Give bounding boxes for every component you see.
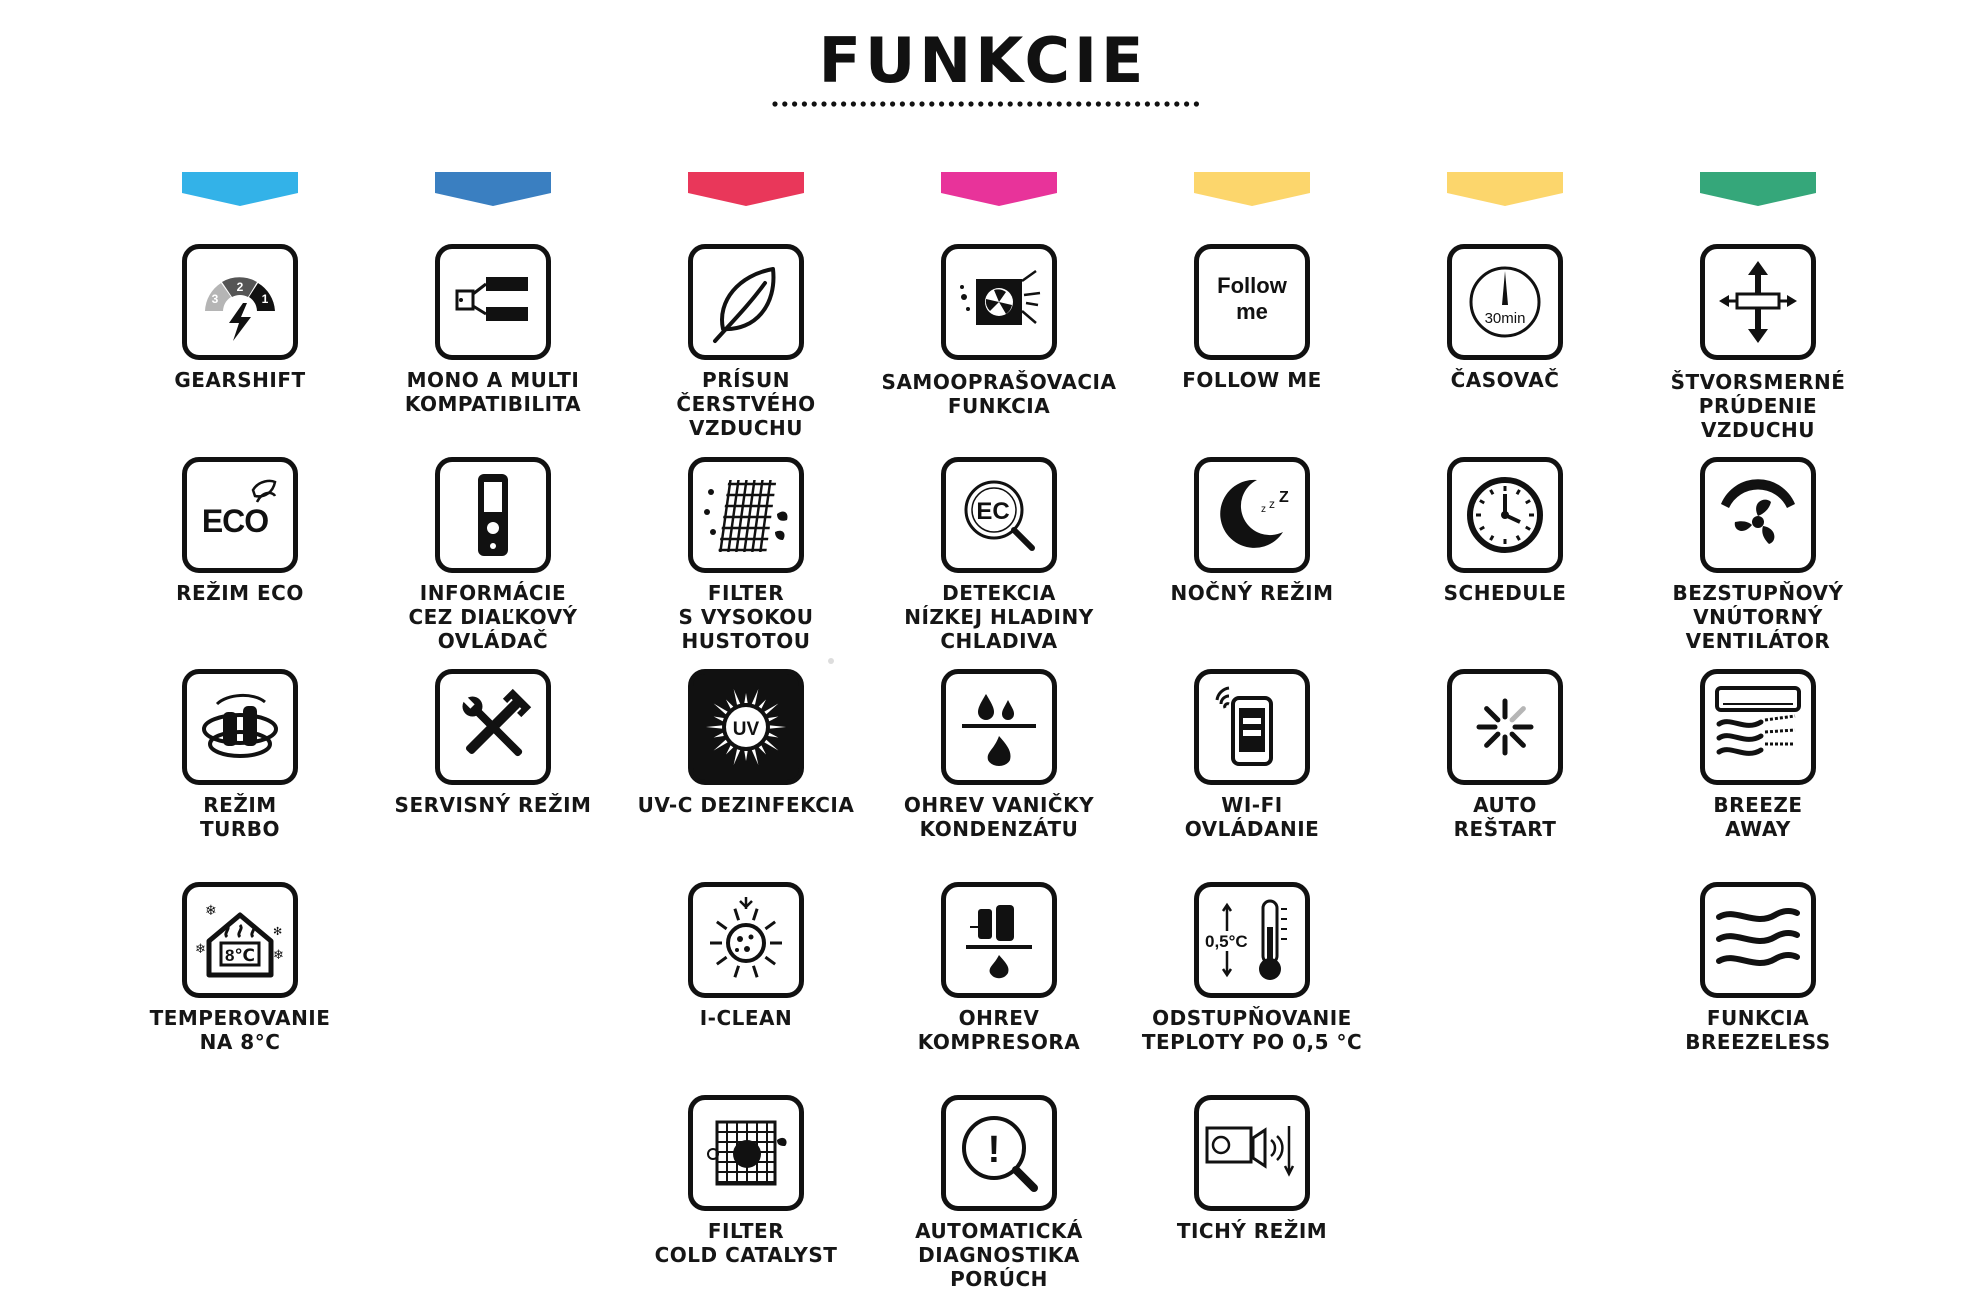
feature-label: MONO A MULTI KOMPATIBILITA: [404, 368, 582, 416]
house-8c-icon: [182, 882, 298, 998]
svg-text:Follow: Follow: [1217, 273, 1287, 298]
turbo-icon-graphic: [187, 674, 293, 780]
feature-label: OHREV VANIČKY KONDENZÁTU: [903, 793, 1095, 841]
follow-me-icon: [1194, 244, 1310, 360]
svg-text:8℃: 8℃: [224, 946, 256, 965]
leaf-icon: [688, 244, 804, 360]
diagnostics-icon: [941, 1095, 1057, 1211]
feature-label: NOČNÝ REŽIM: [1170, 581, 1334, 605]
feature-label: AUTO REŠTART: [1453, 793, 1557, 841]
feature-label: FILTER S VYSOKOU HUSTOTOU: [678, 581, 814, 653]
remote-control-icon: [435, 457, 551, 573]
breeze-away-icon: [1700, 669, 1816, 785]
four-way-airflow-icon: [1700, 244, 1816, 360]
feature-label: REŽIM TURBO: [199, 793, 281, 841]
leaf-icon-graphic: [693, 249, 799, 355]
svg-text:z: z: [1261, 504, 1266, 515]
tray-heating-icon-graphic: [946, 674, 1052, 780]
uv-icon: [688, 669, 804, 785]
feature-label: OHREV KOMPRESORA: [917, 1006, 1081, 1054]
color-banner: [688, 172, 804, 206]
color-banner: [1447, 172, 1563, 206]
feature-label: FOLLOW ME: [1182, 368, 1322, 392]
compressor-heating-icon-graphic: [946, 887, 1052, 993]
breeze-away-icon-graphic: [1705, 674, 1811, 780]
compressor-heating-icon: [941, 882, 1057, 998]
feature-label: TICHÝ REŽIM: [1176, 1219, 1328, 1243]
color-banner: [941, 172, 1057, 206]
eco-icon: [182, 457, 298, 573]
four-way-airflow-icon-graphic: [1705, 249, 1811, 355]
svg-text:!: !: [987, 1129, 1001, 1171]
feature-label: WI-FI OVLÁDANIE: [1184, 793, 1320, 841]
feature-label: SCHEDULE: [1443, 581, 1567, 605]
feature-label: GEARSHIFT: [174, 368, 306, 392]
title-divider: [771, 100, 1211, 108]
quiet-mode-icon: [1194, 1095, 1310, 1211]
thermometer-icon-graphic: [1199, 887, 1305, 993]
fan-icon-graphic: [1705, 462, 1811, 568]
feature-label: UV-C DEZINFEKCIA: [637, 793, 855, 817]
night-mode-icon-graphic: [1199, 462, 1305, 568]
service-tools-icon-graphic: [440, 674, 546, 780]
feature-label: TEMPEROVANIE NA 8°C: [149, 1006, 331, 1054]
color-banner: [435, 172, 551, 206]
feature-label: FUNKCIA BREEZELESS: [1685, 1006, 1831, 1054]
eco-icon-graphic: [187, 462, 293, 568]
feature-label: SAMOOPRAŠOVACIA FUNKCIA: [881, 370, 1117, 418]
svg-text:me: me: [1236, 299, 1268, 324]
clock-icon: [1447, 457, 1563, 573]
gearshift-icon-graphic: [187, 249, 293, 355]
feature-label: DETEKCIA NÍZKEJ HLADINY CHLADIVA: [904, 581, 1094, 653]
svg-text:EC: EC: [976, 498, 1010, 525]
night-mode-icon: [1194, 457, 1310, 573]
color-banner: [1700, 172, 1816, 206]
feature-label: ŠTVORSMERNÉ PRÚDENIE VZDUCHU: [1670, 370, 1846, 442]
svg-text:30min: 30min: [1484, 310, 1526, 327]
svg-text:❄: ❄: [195, 941, 206, 956]
svg-text:❄: ❄: [273, 947, 284, 962]
wifi-phone-icon: [1194, 669, 1310, 785]
feature-label: ODSTUPŇOVANIE TEPLOTY PO 0,5 °C: [1141, 1006, 1363, 1054]
iclean-icon: [688, 882, 804, 998]
clock-icon-graphic: [1452, 462, 1558, 568]
hd-filter-icon-graphic: [693, 462, 799, 568]
feature-label: INFORMÁCIE CEZ DIAĽKOVÝ OVLÁDAČ: [408, 581, 578, 653]
svg-text:UV: UV: [732, 719, 760, 740]
self-clean-icon: [941, 244, 1057, 360]
feature-label: AUTOMATICKÁ DIAGNOSTIKA PORÚCH: [915, 1219, 1083, 1291]
svg-text:1: 1: [261, 292, 269, 306]
timer-icon: [1447, 244, 1563, 360]
feature-label: REŽIM ECO: [176, 581, 304, 605]
self-clean-icon-graphic: [946, 249, 1052, 355]
cold-catalyst-icon: [688, 1095, 804, 1211]
wifi-phone-icon-graphic: [1199, 674, 1305, 780]
iclean-icon-graphic: [693, 887, 799, 993]
svg-text:z: z: [1269, 497, 1275, 511]
svg-text:❄: ❄: [205, 902, 217, 918]
feature-label: ČASOVAČ: [1450, 368, 1560, 392]
mono-multi-icon: [435, 244, 551, 360]
auto-restart-icon-graphic: [1452, 674, 1558, 780]
refrigerant-detect-icon: [941, 457, 1057, 573]
thermometer-icon: [1194, 882, 1310, 998]
turbo-icon: [182, 669, 298, 785]
svg-text:Z: Z: [1279, 489, 1289, 506]
quiet-mode-icon-graphic: [1199, 1100, 1305, 1206]
feature-label: SERVISNÝ REŽIM: [394, 793, 592, 817]
diagnostics-icon-graphic: [946, 1100, 1052, 1206]
feature-label: PRÍSUN ČERSTVÉHO VZDUCHU: [676, 368, 816, 440]
svg-text:3: 3: [211, 292, 219, 306]
fan-icon: [1700, 457, 1816, 573]
remote-control-icon-graphic: [440, 462, 546, 568]
gearshift-icon: [182, 244, 298, 360]
follow-me-icon-graphic: [1199, 249, 1305, 355]
color-banner: [182, 172, 298, 206]
hd-filter-icon: [688, 457, 804, 573]
svg-text:0,5°C: 0,5°C: [1205, 932, 1248, 951]
mono-multi-icon-graphic: [440, 249, 546, 355]
svg-text:ECO: ECO: [201, 503, 269, 539]
auto-restart-icon: [1447, 669, 1563, 785]
feature-label: BEZSTUPŇOVÝ VNÚTORNÝ VENTILÁTOR: [1672, 581, 1844, 653]
breezeless-icon-graphic: [1705, 887, 1811, 993]
cold-catalyst-icon-graphic: [693, 1100, 799, 1206]
uv-icon-graphic: [693, 674, 799, 780]
feature-label: I-CLEAN: [699, 1006, 793, 1030]
tray-heating-icon: [941, 669, 1057, 785]
stray-dot: [828, 658, 834, 664]
feature-label: FILTER COLD CATALYST: [654, 1219, 838, 1267]
feature-label: BREEZE AWAY: [1713, 793, 1803, 841]
svg-text:✻: ✻: [273, 926, 283, 938]
timer-icon-graphic: [1452, 249, 1558, 355]
color-banner: [1194, 172, 1310, 206]
breezeless-icon: [1700, 882, 1816, 998]
page-title: FUNKCIE: [818, 24, 1148, 97]
svg-text:2: 2: [236, 280, 244, 294]
refrigerant-detect-icon-graphic: [946, 462, 1052, 568]
service-tools-icon: [435, 669, 551, 785]
house-8c-icon-graphic: [187, 887, 293, 993]
